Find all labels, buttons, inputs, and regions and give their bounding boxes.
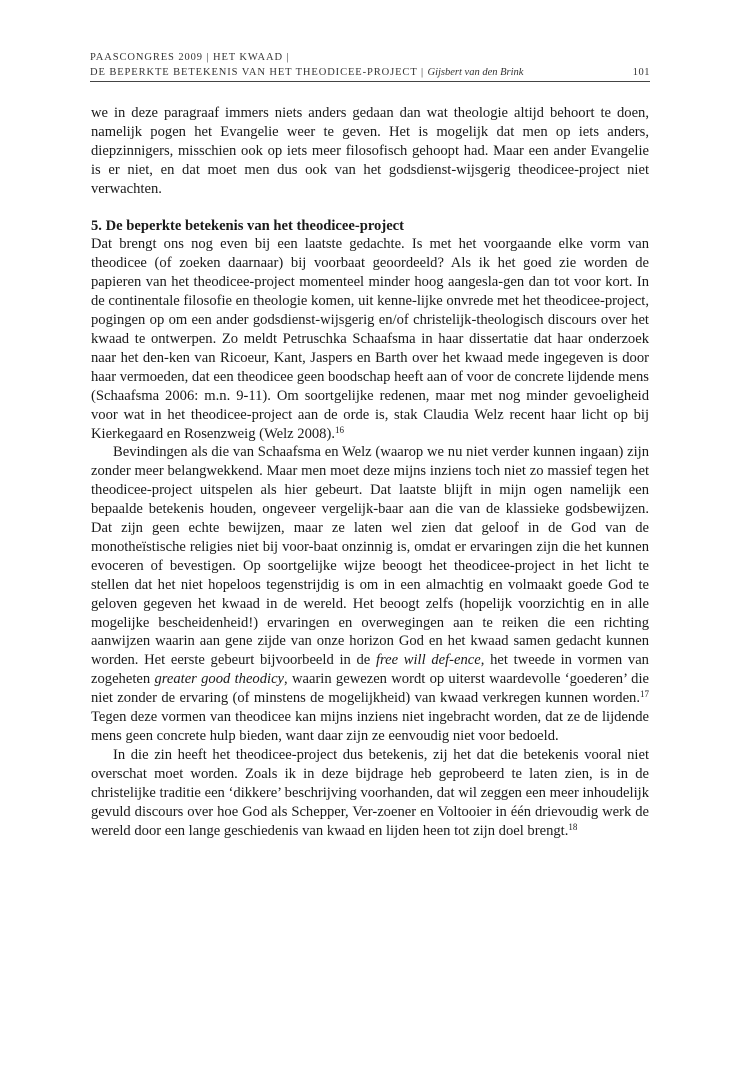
footnote-ref-17[interactable]: 17: [640, 689, 649, 700]
footnote-ref-18[interactable]: 18: [568, 821, 578, 832]
paragraph-2: [91, 443, 649, 746]
intro-paragraph: we in deze paragraaf immers niets anders gedaan dan wat theologie altijd behoort te doen, namelijk pogen het Evangelie weer te geven. Het is mogelijk dat men op iets anders, diepzinnigers, misschien ook op iets meer filosofisch gehoopt had. Maar een ander Evangelie is er niet, en dat moet men dus ook van het godsdienst-wijsgerig theodicee-project niet verwachten.: [91, 105, 649, 197]
header-rule: [90, 81, 650, 82]
header-chapter-title: DE BEPERKTE BETEKENIS VAN HET THEODICEE-PROJECT |: [90, 67, 424, 78]
paragraph-2-text-a: Bevindingen als die van Schaafsma en Welz (waarop we nu niet verder kunnen ingaan) zijn zonder meer belangwekkend. Maar men moet deze mijns inziens toch niet zo massief tegen het theodicee-project uitspelen als hier gebeurt. Dat laatste blijft in mijn ogen namelijk een bepaalde betekenis houden, ongeveer vergelijk-baar aan die van de klassieke godsbewijzen. Dat zijn geen echte bewijzen, maar ze laten wel zien dat geloof in de God van de monotheïstische religies niet bij voor-baat onzinnig is, omdat er ervaringen zijn die het kunnen evoceren of bevestigen. Op soortgelijke wijze beoogt het theodicee-project in het licht te stellen dat het niet hopeloos tegenstrijdig is om in een almachtig en volmaakt goede God te geloven gegeven het kwaad in de wereld. Het beoogt zelfs (hopelijk voorzichtig en in alle mogelijke bescheidenheid!) ervaringen en overwegingen aan te reiken die een richting aanwijzen waarin aan gene zijde van onze horizon God en het kwaad samen gedacht kunnen worden. Het eerste gebeurt bijvoorbeeld in de: [91, 444, 649, 669]
paragraph-1-text: Dat brengt ons nog even bij een laatste gedachte. Is met het voorgaande elke vorm van theodicee (of zoeken daarnaar) bij voorbaat geoordeeld? Als ik het goed zie worden de papieren van het theodicee-project momenteel minder hoog aangesla-gen dan tot voor kort. In de continentale filosofie en theologie komen, uit kenne-lijke onvrede met het theodicee-project, pogingen op om een ander godsdienst-wijsgerig en/of christelijk-theologisch discours over het kwaad te ontwerpen. Zo meldt Petruschka Schaafsma in haar dissertatie dat haar onderzoek naar het den-ken van Ricoeur, Kant, Jaspers en Barth over het kwaad mede ingegeven is door haar vermoeden, dat een theodicee geen boodschap heeft aan of voor de concrete lijdende mens (Schaafsma 2006: m.n. 9-11). Om soortgelijke redenen, maar met nog minder gevoeligheid voor wat in het theodicee-project aan de orde is, stak Claudia Welz recent haar licht op bij Kierkegaard en Rosenzweig (Welz 2008).: [91, 236, 650, 442]
paragraph-2-text-b: , het tweede in vormen van zogeheten: [91, 652, 649, 688]
footnote-ref-16[interactable]: 16: [334, 424, 344, 435]
paragraph-2-text-d: Tegen deze vormen van theodicee kan mijns inziens niet ingebracht worden, dat ze de lijdende mens geen concrete hulp bieden, want daar zijn ze eenvoudig niet voor bedoeld.: [91, 709, 649, 744]
paragraph-1: [91, 235, 649, 443]
paragraph-3: [91, 746, 649, 841]
italic-term-greater-good: greater good theodicy: [154, 671, 285, 688]
section-heading: 5. De beperkte betekenis van het theodicee-project: [91, 217, 405, 234]
header-chapter-line: [90, 65, 650, 80]
header-series-title: PAASCONGRES 2009 | HET KWAAD |: [90, 52, 290, 63]
section-gap: [91, 199, 649, 217]
paragraph-3-text: In die zin heeft het theodicee-project dus betekenis, zij het dat die betekenis vooral niet overschat moet worden. Zoals ik in deze bijdrage heb geprobeerd te laten zien, is in de christelijke traditie een ‘dikkere’ beschrijving voorhanden, dat wil zeggen een meer inhoudelijk gevuld discours over hoe God als Schepper, Ver-zoener en Voltooier in één drievoudig werk de wereld door een lange geschiedenis van kwaad en lijden heen tot zijn doel brengt.: [91, 746, 649, 839]
header-author: Gijsbert van den Brink: [427, 67, 524, 78]
italic-term-free-will-defence: free will def-ence: [375, 652, 481, 669]
paragraph-2-text-c: , waarin gewezen wordt op uiterst waardevolle ‘goederen’ die niet zonder de ervaring (of minstens de mogelijkheid) van kwaad verkregen kunnen worden.: [91, 671, 649, 707]
page-body: [91, 104, 649, 840]
page-number: 101: [632, 67, 650, 78]
running-header: [90, 50, 650, 80]
